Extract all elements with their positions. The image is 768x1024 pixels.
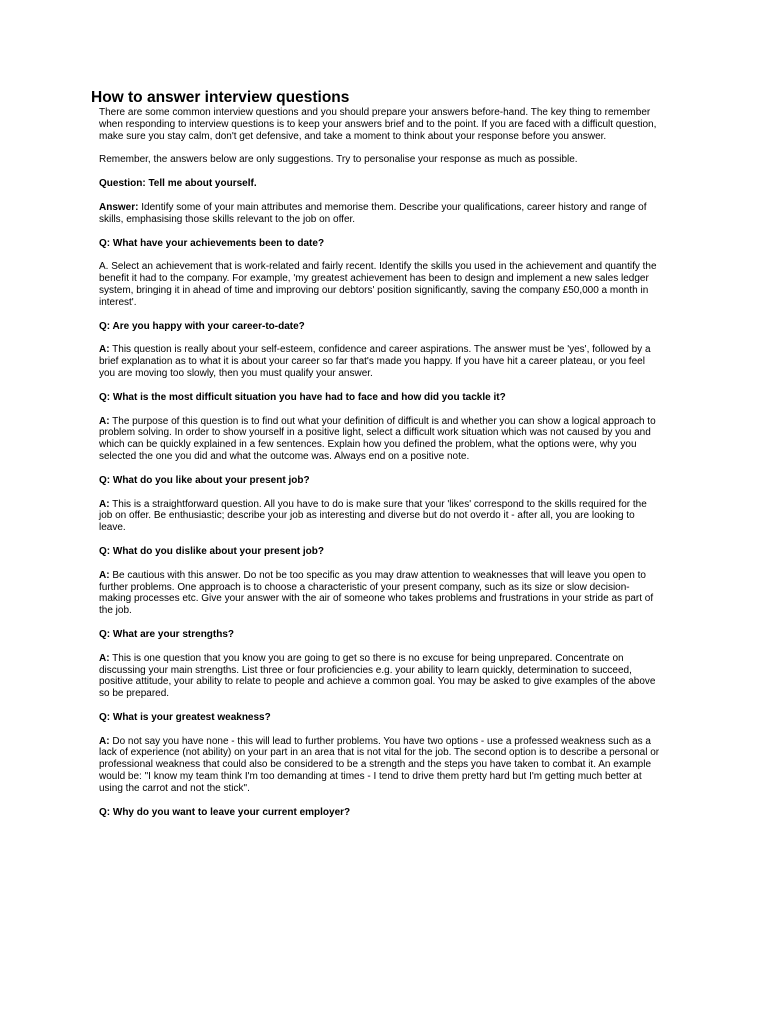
answer-label: A: xyxy=(99,415,110,427)
answer-text: Identify some of your main attributes and memorise them. Describe your qualifications, career history and range of skills, emphasising those skills relevant to the job on offer. xyxy=(99,201,647,225)
answer-paragraph xyxy=(99,653,661,700)
answer-text: This question is really about your self-esteem, confidence and career aspirations. The answer must be 'yes', followed by a brief explanation as to what it is about your career so far that's made you happy. If you have hit a career plateau, or you feel you are moving too slowly, then you must qualify your answer. xyxy=(99,344,651,379)
answer-label: A: xyxy=(99,498,110,510)
answer-label: A: xyxy=(99,652,110,664)
answer-paragraph xyxy=(99,416,661,463)
answer-label: A: xyxy=(99,569,110,581)
question-heading: Q: Are you happy with your career-to-date? xyxy=(99,320,305,332)
answer-paragraph xyxy=(99,202,661,226)
answer-label: A: xyxy=(99,735,110,747)
question-heading: Question: Tell me about yourself. xyxy=(99,178,257,190)
question-heading: Q: What is your greatest weakness? xyxy=(99,711,271,723)
question-heading: Q: What are your strengths? xyxy=(99,628,235,640)
question-heading: Q: What is the most difficult situation you have had to face and how did you tackle it? xyxy=(99,391,506,403)
answer-paragraph xyxy=(99,261,661,308)
answer-paragraph xyxy=(99,344,661,379)
question-heading: Q: What have your achievements been to date? xyxy=(99,237,325,249)
question-heading: Q: What do you dislike about your present job? xyxy=(99,545,325,557)
intro-paragraph: There are some common interview questions and you should prepare your answers before-hand. The key thing to remember when responding to interview questions is to keep your answers brief and to the point. If you are faced with a difficult question, make sure you stay calm, don't get defensive, and take a moment to think about your response before you answer. xyxy=(99,107,657,142)
document-title: How to answer interview questions xyxy=(91,89,350,106)
question-heading: Q: Why do you want to leave your current employer? xyxy=(99,806,351,818)
answer-text: A. Select an achievement that is work-related and fairly recent. Identify the skills you used in the achievement and quantify the benefit it had to the company. For example, 'my greatest achievement has been to design and implement a new sales ledger system, bringing it in ahead of time and improving our debtors' position significantly, saving the company £50,000 a month in interest'. xyxy=(99,261,657,308)
answer-paragraph xyxy=(99,499,661,534)
answer-label: A: xyxy=(99,344,110,356)
answer-text: Be cautious with this answer. Do not be too specific as you may draw attention to weaknesses that will leave you open to further problems. One approach is to choose a characteristic of your present company, such as its size or slow decision-making processes etc. Give your answer with the air of someone who takes problems and frustrations in your stride as part of the job. xyxy=(99,569,654,617)
answer-paragraph xyxy=(99,570,661,617)
answer-paragraph xyxy=(99,736,661,795)
answer-text: The purpose of this question is to find out what your definition of difficult is and whether you can show a logical approach to problem solving. In order to show yourself in a positive light, select a difficult work situation which was not caused by you and which can be quickly explained in a few sentences. Explain how you defined the problem, what the options were, why you selected the one you did and what the outcome was. Always end on a positive note. xyxy=(99,415,656,462)
answer-text: This is a straightforward question. All you have to do is make sure that your 'likes' correspond to the skills required for the job on offer. Be enthusiastic; describe your job as interesting and diverse but do not overdo it - after all, you are looking to leave. xyxy=(99,498,647,534)
answer-text: Do not say you have none - this will lead to further problems. You have two options - use a professed weakness such as a lack of experience (not ability) on your part in an area that is not vital for the job. The second option is to describe a personal or professional weakness that could also be considered to be a strength and the steps you have taken to combat it. An example would be: "I know my team think I'm too demanding at times - I tend to drive them pretty hard but I'm getting much better at using the carrot and not the stick". xyxy=(99,735,660,794)
question-heading: Q: What do you like about your present job? xyxy=(99,474,310,486)
intro-paragraph: Remember, the answers below are only suggestions. Try to personalise your response as much as possible. xyxy=(99,154,578,166)
document-body xyxy=(99,107,661,818)
answer-text: This is one question that you know you are going to get so there is no excuse for being unprepared. Concentrate on discussing your main strengths. List three or four proficiencies e.g. your ability to learn quickly, determination to succeed, positive attitude, your ability to relate to people and achieve a common goal. You may be asked to give examples of the above so be prepared. xyxy=(99,652,656,700)
answer-label: Answer: xyxy=(99,201,139,213)
